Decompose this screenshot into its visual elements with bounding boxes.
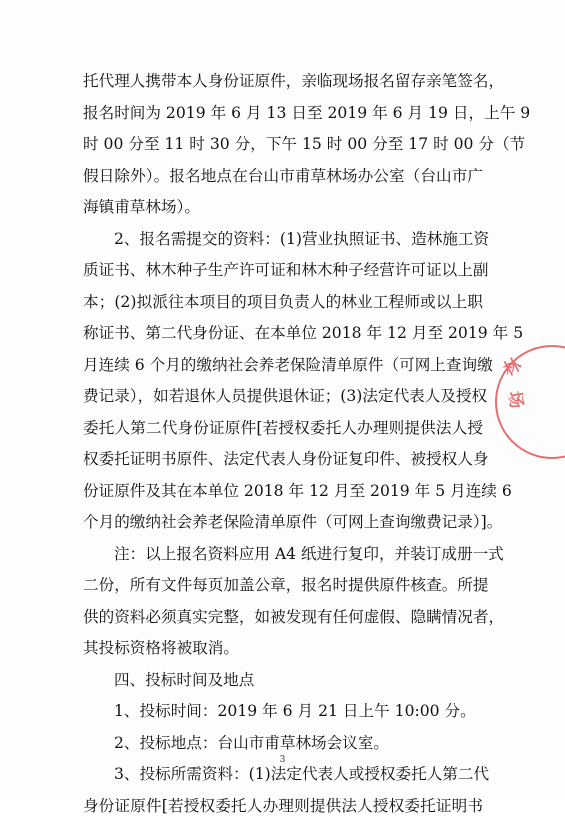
text-line: 托代理人携带本人身份证原件，亲临现场报名留存亲笔签名， [83,72,505,90]
text-line: 供的资料必须真实完整，如被发现有任何虚假、隐瞒情况者， [83,608,505,626]
seal-char: 场 [503,389,527,411]
section-heading: 四、投标时间及地点 [114,671,255,689]
text-line: 身份证原件[若授权委托人办理则提供法人授权委托证明书 [83,797,483,815]
text-line: 委托人第二代身份证原件[若授权委托人办理则提供法人授 [83,419,483,437]
text-line: 本；(2)拟派往本项目的项目负责人的林业工程师或以上职 [83,293,483,311]
text-line: 月连续 6 个月的缴纳社会养老保险清单原件（可网上查询缴 [83,356,493,374]
seal-char: 林 [500,354,526,381]
text-line: 个月的缴纳社会养老保险清单原件（可网上查询缴费记录）]。 [83,513,503,531]
text-line: 权委托证明书原件、法定代表人身份证复印件、被授权人身 [83,450,489,468]
text-line: 假日除外）。报名地点在台山市甫草林场办公室（台山市广 [83,167,483,185]
text-line: 二份，所有文件每页加盖公章，报名时提供原件核查。所提 [83,576,489,594]
text-line: 称证书、第二代身份证、在本单位 2018 年 12 月至 2019 年 5 [83,324,524,342]
official-seal-stamp [495,345,565,459]
paragraph-first-line: 2、报名需提交的资料：(1)营业执照证书、造林施工资 [114,230,490,248]
text-line: 份证原件及其在本单位 2018 年 12 月至 2019 年 5 月连续 6 [83,482,512,500]
text-line: 费记录），如若退休人员提供退休证；(3)法定代表人及授权 [83,387,488,405]
text-line: 1、投标时间：2019 年 6 月 21 日上午 10:00 分。 [114,702,476,720]
text-line: 2、投标地点：台山市甫草林场会议室。 [114,734,390,752]
text-line: 其投标资格将被取消。 [83,639,239,657]
text-line: 质证书、林木种子生产许可证和林木种子经营许可证以上副 [83,261,489,279]
page-number: 3 [279,755,286,765]
text-line: 报名时间为 2019 年 6 月 13 日至 2019 年 6 月 19 日，上午 9 [83,104,531,122]
text-line: 海镇甫草林场）。 [83,198,200,216]
paragraph-first-line: 3、投标所需资料：(1)法定代表人或授权委托人第二代 [114,765,490,783]
paragraph-first-line: 注：以上报名资料应用 A4 纸进行复印，并装订成册一式 [114,545,504,563]
text-line: 时 00 分至 11 时 30 分，下午 15 时 00 分至 17 时 00 分（节 [83,135,526,153]
